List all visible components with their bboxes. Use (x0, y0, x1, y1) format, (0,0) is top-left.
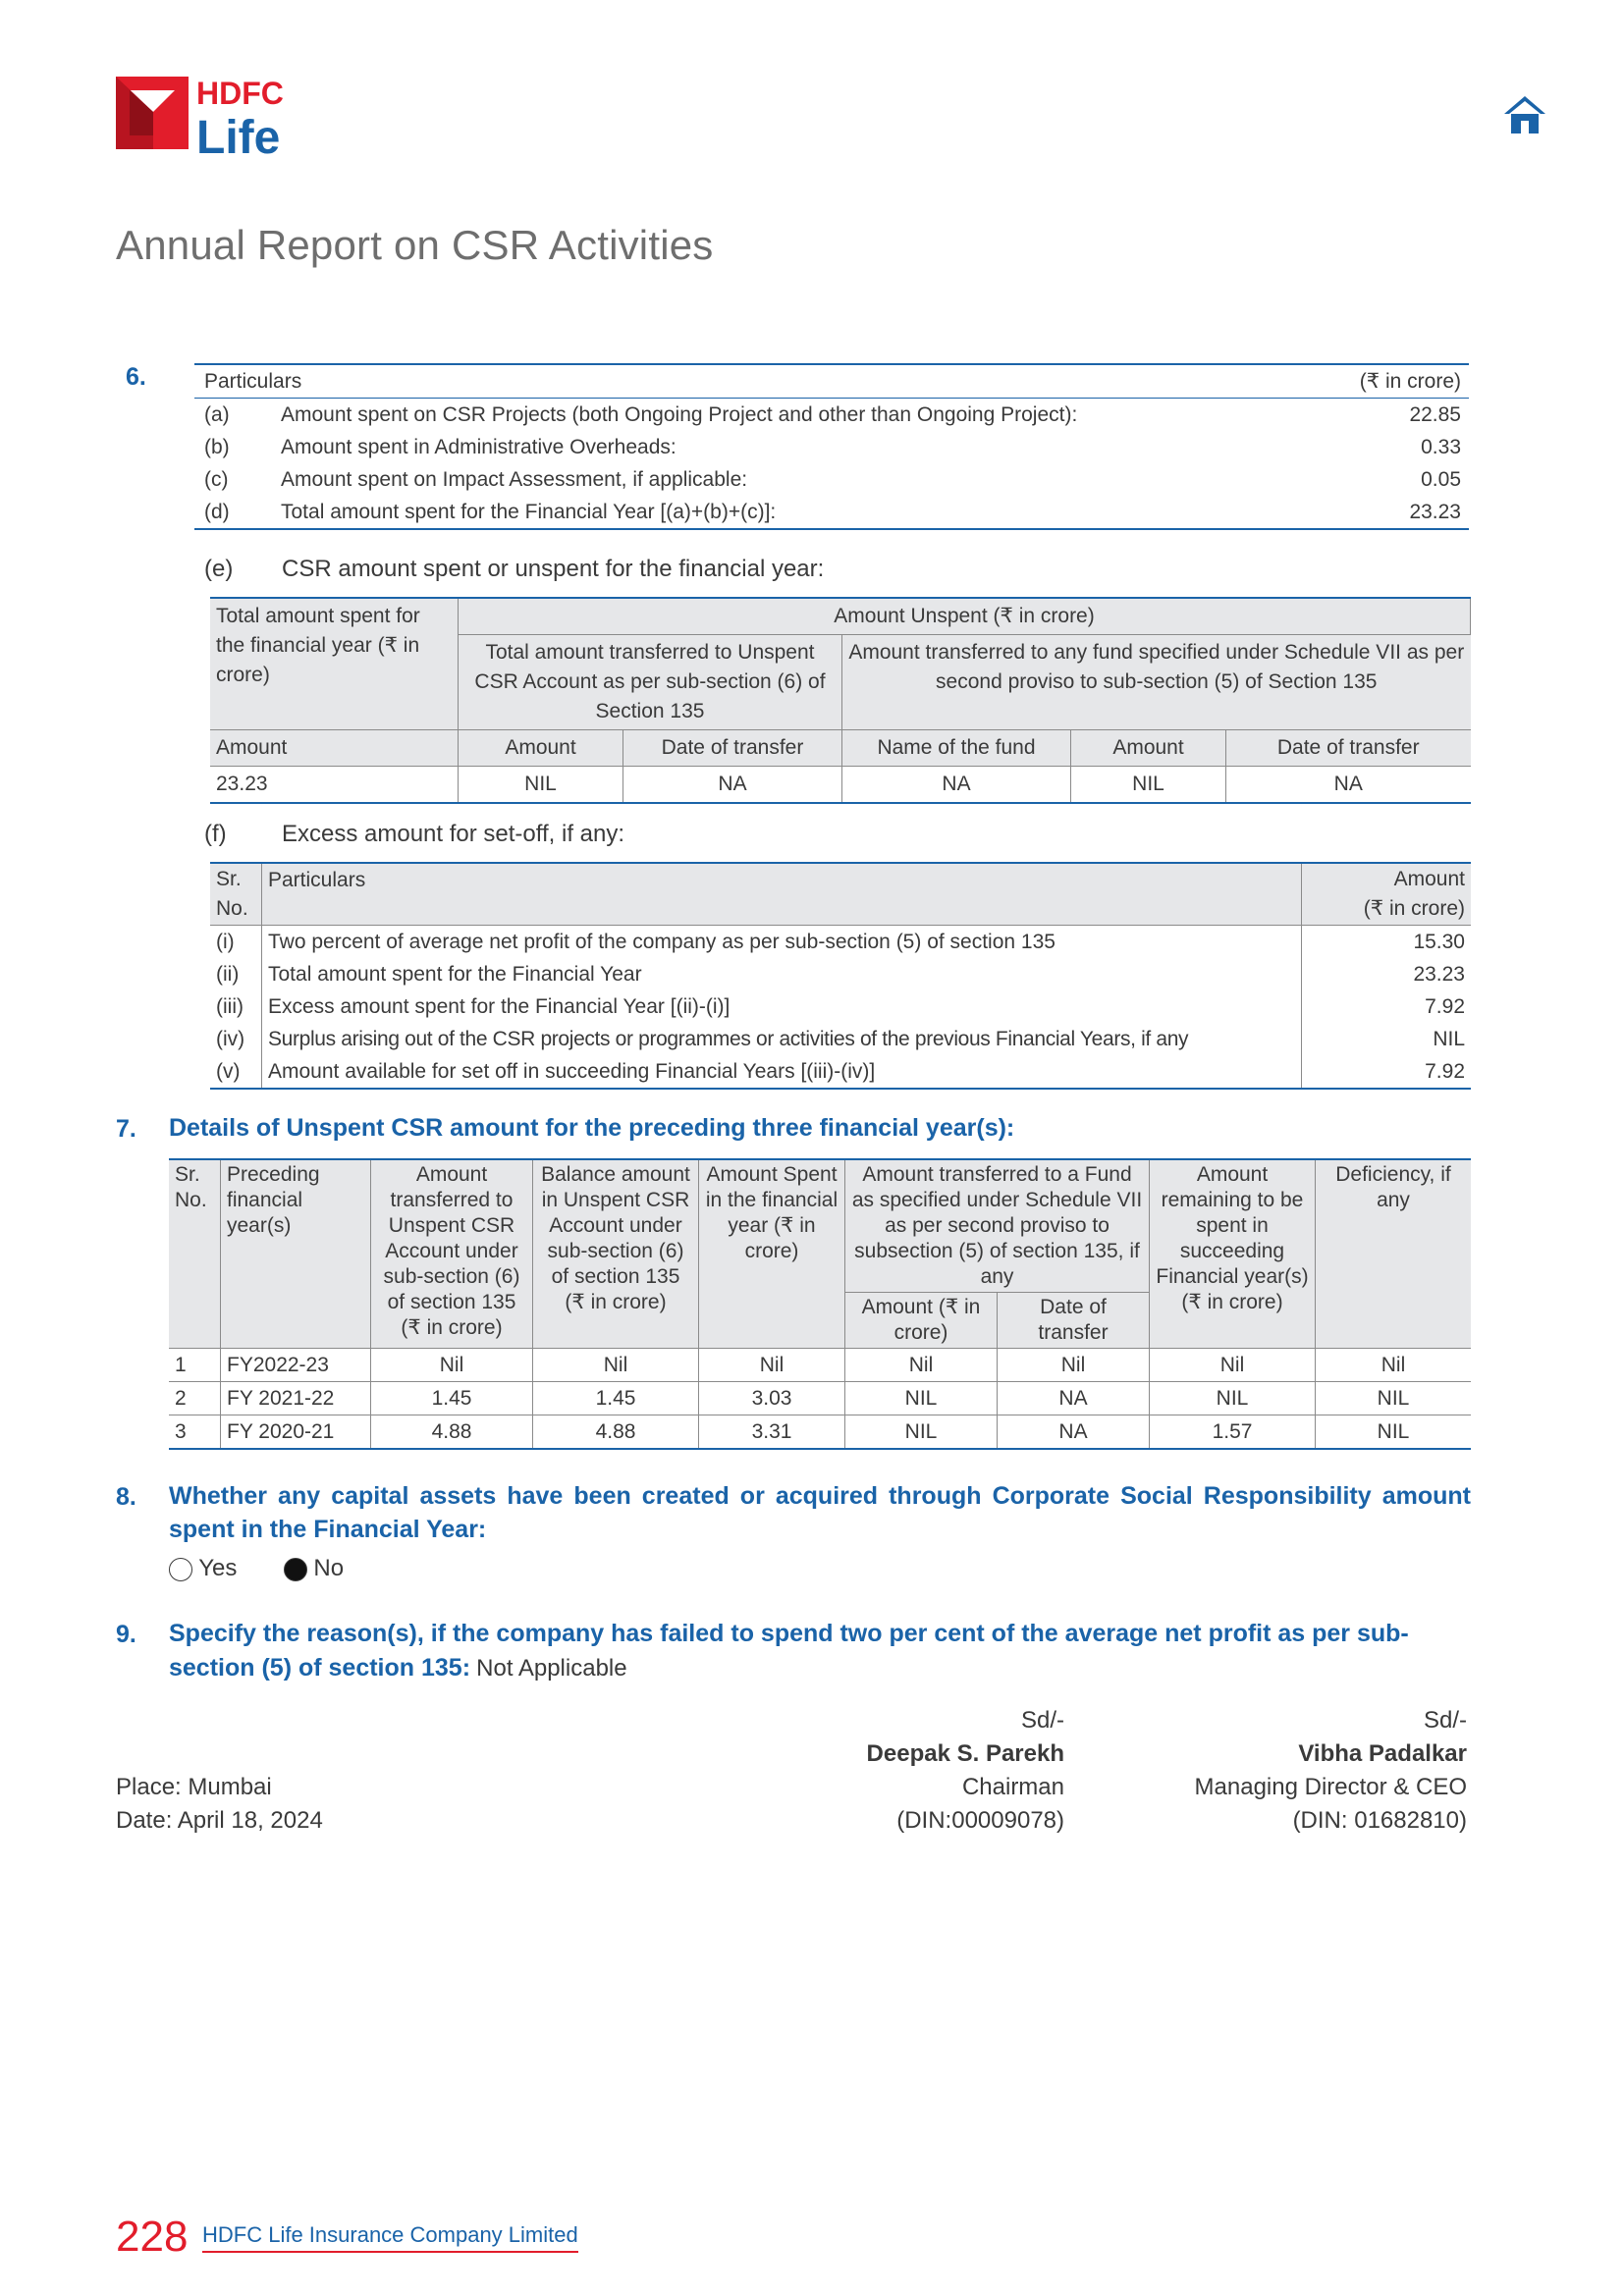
row-text: Surplus arising out of the CSR projects or programmes or activities of the previous Financial Years, if any (262, 1023, 1302, 1055)
subsection-e-label: (e) (204, 556, 234, 582)
cell: 1.45 (371, 1382, 533, 1415)
cell: 1 (169, 1349, 221, 1382)
signatory-chairman (770, 1704, 1064, 1838)
col-amount: Amount (210, 730, 459, 767)
signatory-md-ceo (1123, 1704, 1467, 1838)
subsection-e-title: CSR amount spent or unspent for the financial year: (282, 556, 825, 582)
cell: Nil (699, 1349, 845, 1382)
row-text: Excess amount spent for the Financial Year [(ii)-(i)] (262, 990, 1302, 1023)
cell: NIL (459, 767, 623, 804)
section-9-content (169, 1617, 1471, 1685)
row-amount: NIL (1302, 1023, 1472, 1055)
cell: NIL (845, 1415, 998, 1450)
col-date-of-transfer: Date of transfer (623, 730, 842, 767)
deficiency-header: Deficiency, if any (1316, 1159, 1472, 1349)
section-9-number: 9. (116, 1621, 136, 1648)
unspent-csr-table (169, 1158, 1471, 1450)
row-number: (v) (210, 1055, 262, 1089)
table-header-row (210, 863, 1471, 926)
col-amount: Amount (459, 730, 623, 767)
transfer-unspent-header: Total amount transferred to Unspent CSR Account as per sub-section (6) of Section 135 (459, 635, 842, 730)
row-text: Total amount spent for the Financial Year (262, 958, 1302, 990)
cell: NIL (1150, 1382, 1316, 1415)
col-date-of-transfer: Date of transfer (1226, 730, 1471, 767)
cell: NIL (845, 1382, 998, 1415)
cell: NA (1226, 767, 1471, 804)
fund-date-header: Date of transfer (998, 1293, 1150, 1349)
row-label: (d) (194, 496, 271, 529)
cell: Nil (1150, 1349, 1316, 1382)
cell: NIL (1316, 1382, 1472, 1415)
csr-spent-unspent-table (210, 597, 1471, 804)
cell: Nil (533, 1349, 699, 1382)
table-row (210, 990, 1471, 1023)
row-amount: 23.23 (1294, 496, 1469, 529)
particulars-header: Particulars (194, 364, 1294, 399)
table-row (194, 496, 1469, 529)
sd-mark: Sd/- (1020, 1707, 1064, 1734)
unit-label: (₹ in crore) (1363, 897, 1465, 920)
total-spent-header: Total amount spent for the financial year (₹ in crore) (210, 598, 459, 730)
amount-transferred-header: Amount transferred to Unspent CSR Account under sub-section (6) of section 135 (₹ in crore) (371, 1159, 533, 1349)
fund-transfer-header: Amount transferred to any fund specified under Schedule VII as per second proviso to sub-section (5) of Section 135 (842, 635, 1471, 730)
signatory-role: Chairman (961, 1774, 1064, 1800)
table-row (169, 1382, 1471, 1415)
radio-yes-label: Yes (198, 1555, 238, 1581)
radio-yes[interactable] (169, 1558, 192, 1581)
table-row (169, 1349, 1471, 1382)
cell: FY2022-23 (221, 1349, 371, 1382)
row-amount: 0.33 (1421, 435, 1461, 458)
date: Date: April 18, 2024 (116, 1807, 323, 1834)
place-date (116, 1771, 323, 1838)
cell: 1.45 (533, 1382, 699, 1415)
signatory-din: (DIN:00009078) (896, 1807, 1064, 1834)
fund-transfer-header: Amount transferred to a Fund as specified under Schedule VII as per second proviso to subsection (5) of section 135, if any (845, 1159, 1150, 1293)
radio-no-label: No (313, 1555, 345, 1581)
row-amount: 22.85 (1409, 402, 1461, 426)
table-header-row (210, 730, 1471, 767)
cell: NA (623, 767, 842, 804)
hdfc-life-logo (116, 77, 304, 159)
page-title: Annual Report on CSR Activities (116, 222, 714, 268)
row-amount: 15.30 (1302, 926, 1472, 959)
balance-amount-header: Balance amount in Unspent CSR Account under sub-section (6) of section 135 (₹ in crore) (533, 1159, 699, 1349)
table-header-row (169, 1159, 1471, 1293)
row-amount: 7.92 (1302, 1055, 1472, 1089)
row-label: (b) (204, 435, 230, 458)
section-8-number: 8. (116, 1483, 136, 1511)
cell: 3.03 (699, 1382, 845, 1415)
table-row (194, 463, 1469, 496)
row-amount: 0.05 (1421, 467, 1461, 491)
cell: NA (998, 1415, 1150, 1450)
signatory-din: (DIN: 01682810) (1292, 1807, 1467, 1834)
preceding-year-header: Preceding financial year(s) (221, 1159, 371, 1349)
amount-label: Amount (1393, 868, 1465, 890)
col-amount: Amount (1071, 730, 1226, 767)
section-8-title: Whether any capital assets have been created or acquired through Corporate Social Responsibility amount spent in the Financial Year: (169, 1482, 1471, 1543)
row-text: Amount spent on CSR Projects (both Ongoing Project and other than Ongoing Project): (281, 402, 1078, 426)
table-row (194, 431, 1469, 463)
table-row (210, 767, 1471, 804)
page-number: 228 (116, 2213, 189, 2261)
row-number: (iii) (210, 990, 262, 1023)
footer-company-name: HDFC Life Insurance Company Limited (202, 2222, 578, 2253)
amount-unspent-header: Amount Unspent (₹ in crore) (459, 598, 1471, 635)
capital-assets-radio-group (169, 1555, 344, 1582)
sr-no-header: Sr. No. (169, 1159, 221, 1349)
row-number: (i) (210, 926, 262, 959)
row-amount: 7.92 (1302, 990, 1472, 1023)
cell: Nil (1316, 1349, 1472, 1382)
fund-amount-header: Amount (₹ in crore) (845, 1293, 998, 1349)
cell: 23.23 (210, 767, 459, 804)
row-text: Amount available for set off in succeeding Financial Years [(iii)-(iv)] (262, 1055, 1302, 1089)
row-label: (c) (204, 467, 229, 491)
sr-no-header: Sr. No. (210, 863, 262, 926)
home-icon[interactable] (1502, 94, 1547, 135)
row-text: Amount spent on Impact Assessment, if applicable: (281, 467, 748, 491)
cell: Nil (371, 1349, 533, 1382)
subsection-f-title: Excess amount for set-off, if any: (282, 821, 625, 847)
amount-header (1302, 863, 1472, 926)
row-text: Amount spent in Administrative Overheads: (281, 435, 677, 458)
excess-amount-table (210, 862, 1471, 1090)
cell: FY 2021-22 (221, 1382, 371, 1415)
signatory-name: Vibha Padalkar (1298, 1740, 1467, 1767)
section-9-title: Specify the reason(s), if the company has failed to spend two per cent of the average net profit as per sub-section (5) of section 135: (169, 1620, 1409, 1682)
amount-spent-header: Amount Spent in the financial year (₹ in crore) (699, 1159, 845, 1349)
particulars-header: Particulars (262, 863, 1302, 926)
cell: 2 (169, 1382, 221, 1415)
cell: 4.88 (533, 1415, 699, 1450)
row-text: Two percent of average net profit of the company as per sub-section (5) of section 135 (262, 926, 1302, 959)
section-6-number: 6. (126, 363, 146, 391)
cell: NA (842, 767, 1071, 804)
cell: NIL (1316, 1415, 1472, 1450)
table-row (210, 926, 1471, 959)
signatory-role: Managing Director & CEO (1194, 1774, 1467, 1800)
sd-mark: Sd/- (1423, 1707, 1467, 1734)
radio-no-selected[interactable] (284, 1558, 307, 1581)
place: Place: Mumbai (116, 1774, 272, 1800)
section-7-title: Details of Unspent CSR amount for the preceding three financial year(s): (169, 1114, 1015, 1142)
table-header-row (194, 364, 1469, 399)
cell: 1.57 (1150, 1415, 1316, 1450)
amount-remaining-header: Amount remaining to be spent in succeeding Financial year(s) (₹ in crore) (1150, 1159, 1316, 1349)
table-row (194, 399, 1469, 432)
row-number: (ii) (210, 958, 262, 990)
cell: NA (998, 1382, 1150, 1415)
cell: 4.88 (371, 1415, 533, 1450)
cell: NIL (1071, 767, 1226, 804)
row-label: (a) (204, 402, 230, 426)
row-number: (iv) (210, 1023, 262, 1055)
table-row (210, 1023, 1471, 1055)
unit-header: (₹ in crore) (1294, 364, 1469, 399)
section-9-answer: Not Applicable (476, 1655, 627, 1682)
table-header-row (210, 598, 1471, 635)
row-amount: 23.23 (1302, 958, 1472, 990)
cell: Nil (845, 1349, 998, 1382)
cell: Nil (998, 1349, 1150, 1382)
section-7-number: 7. (116, 1115, 136, 1143)
row-text: Total amount spent for the Financial Year [(a)+(b)+(c)]: (271, 496, 1294, 529)
logo-text-life: Life (196, 112, 281, 159)
table-row (210, 958, 1471, 990)
logo-text-hdfc: HDFC (196, 77, 284, 111)
cell: 3.31 (699, 1415, 845, 1450)
col-fund-name: Name of the fund (842, 730, 1071, 767)
signatory-name: Deepak S. Parekh (866, 1740, 1064, 1767)
subsection-f-label: (f) (204, 821, 227, 847)
cell: 3 (169, 1415, 221, 1450)
cell: FY 2020-21 (221, 1415, 371, 1450)
table-row (169, 1415, 1471, 1450)
table-row (210, 1055, 1471, 1089)
section-6-table (194, 363, 1469, 530)
